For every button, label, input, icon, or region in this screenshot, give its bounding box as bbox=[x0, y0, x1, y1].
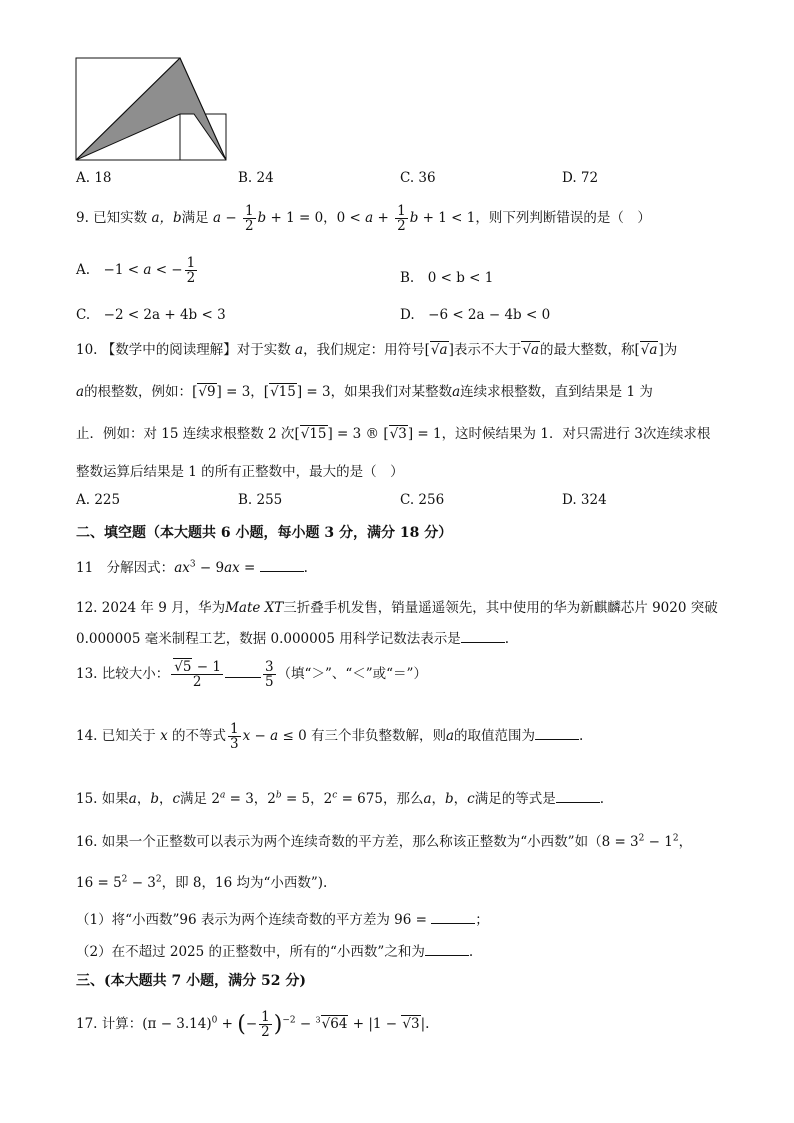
q9-option-b[interactable]: B. 0 < b < 1 bbox=[400, 270, 494, 286]
q14-answer-blank[interactable] bbox=[535, 727, 579, 740]
q14: 14. 已知关于 x 的不等式 $\frac{1}{3}$ x − a ≤ 0 有三个非负整数解，则a的取值范围为 . bbox=[76, 721, 584, 753]
q15: 15. 如果a，b，c满足 $2^a = 3$，$2^b = 5$，$2^c = 675$，那么a，b，c满足的等式是 . bbox=[76, 790, 605, 807]
section-3-heading: 三、(本大题共 7 小题，满分 52 分) bbox=[76, 973, 306, 989]
section-2-heading: 二、填空题（本大题共 6 小题，每小题 3 分，满分 18 分） bbox=[76, 525, 453, 541]
q13-answer-blank[interactable] bbox=[225, 665, 261, 678]
q16-sub2-answer-blank[interactable] bbox=[425, 943, 469, 956]
q11: 11 分解因式：$ax^3 - 9ax$ = . bbox=[76, 559, 308, 576]
q12-line1: 12. 2024 年 9 月，华为Mate XT三折叠手机发售，销量遥遥领先，其中使用的华为新麒麟芯片 9020 突破 bbox=[76, 600, 718, 616]
q8-option-a[interactable]: A. 18 bbox=[76, 170, 112, 186]
q16-sub1-answer-blank[interactable] bbox=[431, 911, 475, 924]
q8-figure bbox=[74, 56, 234, 164]
q10-option-b[interactable]: B. 255 bbox=[238, 492, 283, 508]
q10-line1: 10. 【数学中的阅读理解】对于实数 a，我们规定：用符号[√a]表示不大于√a的最大整数，称[√a]为 bbox=[76, 342, 678, 358]
q8-option-b[interactable]: B. 24 bbox=[238, 170, 274, 186]
q8-option-c[interactable]: C. 36 bbox=[400, 170, 436, 186]
q9-stem: 9. 已知实数 a，b满足 a − $\frac{1}{2}$ b + 1 = 0，0 < a + $\frac{1}{2}$ b + 1 < 1，则下列判断错误的是（ ） bbox=[76, 203, 651, 235]
q10-line4: 整数运算后结果是 1 的所有正整数中，最大的是（ ） bbox=[76, 464, 404, 480]
q16-line1: 16. 如果一个正整数可以表示为两个连续奇数的平方差，那么称该正整数为“小西数”如（$8 = 3^2 - 1^2$， bbox=[76, 833, 693, 850]
q10-option-c[interactable]: C. 256 bbox=[400, 492, 445, 508]
q17: 17. 计算：$(\pi - 3.14)^0$ + (− $\frac{1}{2}$ )$^{-2}$ − $^3$√64 + |1 − √3|. bbox=[76, 1009, 430, 1041]
q12-answer-blank[interactable] bbox=[461, 630, 505, 643]
q9-option-c[interactable]: C. −2 < 2a + 4b < 3 bbox=[76, 307, 226, 323]
q9-option-d[interactable]: D. −6 < 2a − 4b < 0 bbox=[400, 307, 551, 323]
q10-line3: 止．例如：对 15 连续求根整数 2 次[√15] = 3 ® [√3] = 1，这时候结果为 1．对只需进行 3次连续求根 bbox=[76, 426, 711, 442]
q16-line2: $16 = 5^2 - 3^2$，即 8，16 均为“小西数”). bbox=[76, 874, 328, 891]
q10-option-a[interactable]: A. 225 bbox=[76, 492, 121, 508]
q16-sub1: （1）将“小西数”96 表示为两个连续奇数的平方差为 96 = ； bbox=[76, 912, 489, 928]
q8-option-d[interactable]: D. 72 bbox=[562, 170, 599, 186]
q12-line2: 0.000005 毫米制程工艺，数据 0.000005 用科学记数法表示是 . bbox=[76, 631, 510, 647]
q13: 13. 比较大小： $\frac{√5 - 1}{2}$ $\frac{3}{5}$ （填“＞”、“＜”或“＝”） bbox=[76, 659, 427, 691]
q10-option-d[interactable]: D. 324 bbox=[562, 492, 607, 508]
q11-answer-blank[interactable] bbox=[260, 559, 304, 572]
q10-line2: a的根整数，例如：[√9] = 3，[√15] = 3，如果我们对某整数a连续求根整数，直到结果是 1 为 bbox=[76, 384, 653, 400]
q9-option-a[interactable]: A. −1 < a < − $\frac{1}{2}$ bbox=[76, 255, 196, 287]
q16-sub2: （2）在不超过 2025 的正整数中，所有的“小西数”之和为 . bbox=[76, 944, 474, 960]
q15-answer-blank[interactable] bbox=[556, 790, 600, 803]
